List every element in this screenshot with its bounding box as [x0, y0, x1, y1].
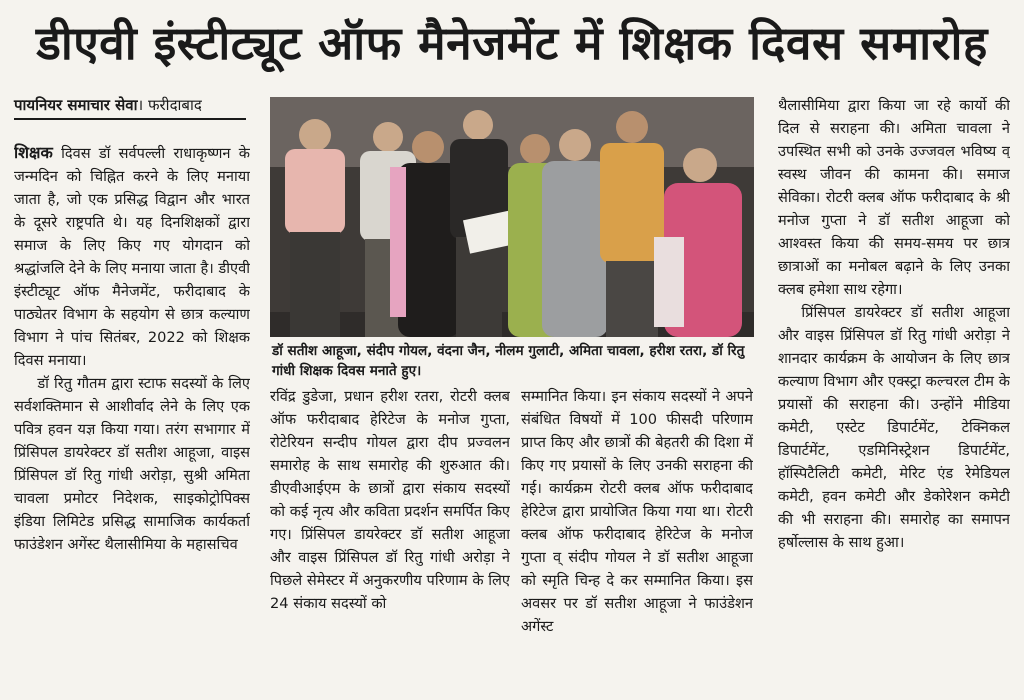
article-column-1	[14, 141, 250, 700]
byline	[14, 96, 246, 120]
person-1	[285, 119, 345, 337]
byline-separator: ।	[137, 96, 144, 114]
article-paragraph: थैलासीमिया द्वारा किया जा रहे कार्यो की दिल से सराहना की। अमिता चावला ने उपस्थित सभी को उनके उज्जवल भविष्य व् स्वस्थ जीवन की कामना की। समाज सेविका। रोटरी क्लब ऑफ फरीदाबाद के श्री मनोज गुप्ता ने डॉ सतीश आहूजा को आश्वस्त किया की समय-समय पर छात्र छात्राओं का मनोबल बढ़ाने के लिए उनका क्लब हमेशा साथ रहेगा।	[778, 97, 1010, 298]
article-paragraph: डॉ रितु गौतम द्वारा स्टाफ सदस्यों के लिए सर्वशक्तिमान से आशीर्वाद लेने के लिए एक पवित्र हवन यज्ञ किया गया। तरंग सभागार में प्रिंसिपल डायरेक्टर डॉ सतीश आहूजा, वाइस प्रिंसिपल डॉ रितु गांधी अरोड़ा, सुश्री अमिता चावला प्रमोटर निदेशक, साइकोट्रोपिक्स इंडिया लिमिटेड प्रसिद्ध सामाजिक कार्यकर्ता फाउंडेशन अगेंस्ट थैलासीमिया के महासचिव	[14, 375, 250, 553]
event-photo	[270, 97, 754, 337]
lead-word: शिक्षक	[14, 143, 53, 162]
article-column-2	[270, 385, 510, 700]
article-paragraph: सम्मानित किया। इन संकाय सदस्यों ने अपने संबंधित विषयों में 100 फीसदी परिणाम प्राप्त किए और छात्रों की बेहतरी की दिशा में किए गए प्रयासों के लिए उनकी सराहना की गई। कार्यक्रम रोटरी क्लब ऑफ फरीदाबाद हेरिटेज द्वारा प्रायोजित किया गया था। रोटरी क्लब ऑफ फरीदाबाद हेरिटेज के मनोज गुप्ता व् संदीप गोयल ने डॉ सतीश आहूजा को स्मृति चिन्ह दे कर सम्मानित किया। इस अवसर पर डॉ सतीश आहूजा ने फाउंडेशन अगेंस्ट	[521, 388, 753, 635]
article-column-3	[521, 385, 753, 700]
article-column-4	[778, 94, 1010, 700]
article-paragraph: प्रिंसिपल डायरेक्टर डॉ सतीश आहूजा और वाइस प्रिंसिपल डॉ रितु गांधी अरोड़ा ने शानदार कार्यक्रम के आयोजन के लिए छात्र कल्याण विभाग और एक्स्ट्रा कल्चरल टीम के प्रयासों की सराहना की। उन्होंने मीडिया कमेटी, एस्टेट डिपार्टमेंट, टेक्निकल डिपार्टमेंट, एडमिनिस्ट्रेशन डिपार्टमेंट, हॉस्पिटैलिटी कमेटी, मेरिट एंड रेमेडियल कमेटी, हवन कमेटी और डेकोरेशन कमेटी की भी सराहना की। समारोह का समापन हर्षोल्लास के साथ हुआ।	[778, 304, 1010, 551]
headline: डीएवी इंस्टीट्यूट ऑफ मैनेजमेंट में शिक्षक दिवस समारोह	[36, 16, 988, 70]
article-paragraph: रविंद्र डुडेजा, प्रधान हरीश रतरा, रोटरी क्लब ऑफ फरीदाबाद हेरिटेज के मनोज गुप्ता, रोटेरियन सन्दीप गोयल द्वारा दीप प्रज्वलन समारोह के साथ समारोह की शुरुआत की। डीएवीआईएम के छात्रों द्वारा संकाय सदस्यों को कई नृत्य और कविता प्रदर्शन समर्पित किए गए। प्रिंसिपल डायरेक्टर डॉ सतीश आहूजा और वाइस प्रिंसिपल डॉ रितु गांधी अरोड़ा ने पिछले सेमेस्टर में अनुकरणीय परिणाम के लिए 24 संकाय सदस्यों को	[270, 388, 510, 612]
photo-caption: डॉ सतीश आहूजा, संदीप गोयल, वंदना जैन, नीलम गुलाटी, अमिता चावला, हरीश रतरा, डॉ रितु गांधी शिक्षक दिवस मनाते हुए।	[272, 343, 745, 379]
event-photo-illustration	[270, 97, 754, 337]
paragraph-text: दिवस डॉ सर्वपल्ली राधाकृष्णन के जन्मदिन को चिह्नित करने के लिए मनाया जाता है, जो एक प्रसिद्ध विद्वान और भारत के दूसरे राष्ट्रपति थे। यह दिनशिक्षकों द्वारा समाज के लिए किए गए योगदान को श्रद्धांजलि देने के लिए मनाया जाता है। डीएवी इंस्टीट्यूट ऑफ मैनेजमेंट, फरीदाबाद के पाठ्येतर विभाग के सहयोग से छात्र कल्याण विभाग ने पांच सितंबर, 2022 को शिक्षक दिवस मनाया।	[14, 145, 250, 369]
article-paragraph	[14, 141, 250, 372]
byline-place: फरीदाबाद	[147, 96, 202, 114]
byline-source: पायनियर समाचार सेवा	[14, 96, 138, 114]
